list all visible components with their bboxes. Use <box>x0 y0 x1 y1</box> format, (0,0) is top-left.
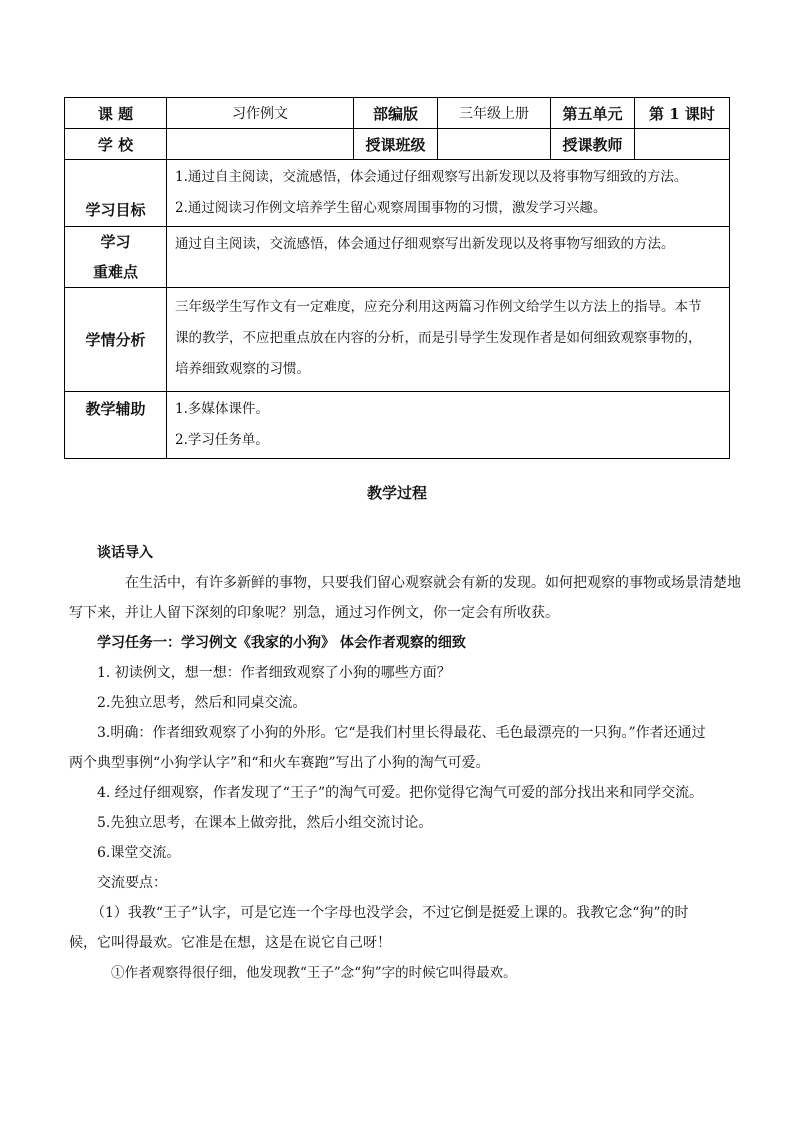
topic-value: 习作例文 <box>167 98 354 129</box>
topic-label: 课 题 <box>65 98 167 129</box>
edition-value: 部编版 <box>354 98 438 129</box>
goal-item: 2.通过阅读习作例文培养学生留心观察周围事物的习惯，激发学习兴趣。 <box>175 200 607 216</box>
process-title: 教学过程 <box>366 484 427 502</box>
class-label: 授课班级 <box>354 129 438 160</box>
lesson-info-table <box>64 97 730 459</box>
step-1: 1. 初读例文，想一想：作者细致观察了小狗的哪些方面？ <box>97 665 451 681</box>
goals-label: 学习目标 <box>65 160 167 227</box>
point-1-line1: （1）我教“王子”认字，可是它连一个字母也没学会，不过它倒是挺爱上课的。我教它念“狗”的时 <box>91 905 689 921</box>
step-3-line1: 3.明确：作者细致观察了小狗的外形。它“是我们村里长得最花、毛色最漂亮的一只狗。”作者还通过 <box>97 725 706 741</box>
analysis-line: 培养细致观察的习惯。 <box>175 361 310 377</box>
lesson-value: 第 1 课时 <box>635 98 730 129</box>
analysis-line: 课的教学，不应把重点放在内容的分析，而是引导学生发现作者是如何细致观察事物的， <box>175 330 702 346</box>
point-1-line2: 候，它叫得最欢。它准是在想，这是在说它自己呀！ <box>69 935 391 951</box>
note-1: ①作者观察得很仔细，他发现教“王子”念“狗”字的时候它叫得最欢。 <box>111 965 517 981</box>
goal-item: 1.通过自主阅读，交流感悟，体会通过仔细观察写出新发现以及将事物写细致的方法。 <box>175 169 688 185</box>
points-heading: 交流要点： <box>97 875 167 891</box>
table-row-analysis <box>65 288 730 392</box>
aids-label: 教学辅助 <box>65 392 167 459</box>
step-5: 5.先独立思考，在课本上做旁批，然后小组交流讨论。 <box>97 815 433 831</box>
table-row-school <box>65 129 730 160</box>
table-row-aids <box>65 392 730 459</box>
intro-heading: 谈话导入 <box>97 545 153 561</box>
school-value[interactable] <box>167 129 354 160</box>
class-value[interactable] <box>438 129 551 160</box>
key-points-label <box>65 227 167 288</box>
key-points-label-line2: 重难点 <box>92 263 138 281</box>
school-label: 学 校 <box>65 129 167 160</box>
process-body <box>69 538 741 988</box>
analysis-content <box>167 288 730 392</box>
task1-heading: 学习任务一：学习例文《我家的小狗》 体会作者观察的细致 <box>97 635 466 651</box>
analysis-line: 三年级学生写作文有一定难度，应充分利用这两篇习作例文给学生以方法上的指导。本节 <box>175 299 702 315</box>
aid-item: 1.多媒体课件。 <box>175 401 269 417</box>
step-4: 4. 经过仔细观察，作者发现了“王子”的淘气可爱。把你觉得它淘气可爱的部分找出来和同学交流。 <box>97 785 704 801</box>
step-3-line2: 两个典型事例“小狗学认字”和“和火车赛跑”写出了小狗的淘气可爱。 <box>69 755 490 771</box>
key-points-text: 通过自主阅读，交流感悟，体会通过仔细观察写出新发现以及将事物写细致的方法。 <box>175 236 675 252</box>
table-row-goals <box>65 160 730 227</box>
aids-content <box>167 392 730 459</box>
step-2: 2.先独立思考，然后和同桌交流。 <box>97 695 307 711</box>
analysis-label: 学情分析 <box>65 288 167 392</box>
step-6: 6.课堂交流。 <box>97 845 181 861</box>
grade-value: 三年级上册 <box>438 98 551 129</box>
aid-item: 2.学习任务单。 <box>175 432 269 448</box>
intro-text-line1: 在生活中，有许多新鲜的事物，只要我们留心观察就会有新的发现。如何把观察的事物或场景清楚地 <box>125 575 741 591</box>
table-row-key-points <box>65 227 730 288</box>
teacher-label: 授课教师 <box>551 129 635 160</box>
key-points-label-line1: 学习 <box>100 233 131 251</box>
intro-text-line2: 写下来，并让人留下深刻的印象呢？别急，通过习作例文，你一定会有所收获。 <box>69 605 559 621</box>
table-row-topic <box>65 98 730 129</box>
unit-value: 第五单元 <box>551 98 635 129</box>
teacher-value[interactable] <box>635 129 730 160</box>
key-points-content <box>167 227 730 288</box>
goals-content <box>167 160 730 227</box>
